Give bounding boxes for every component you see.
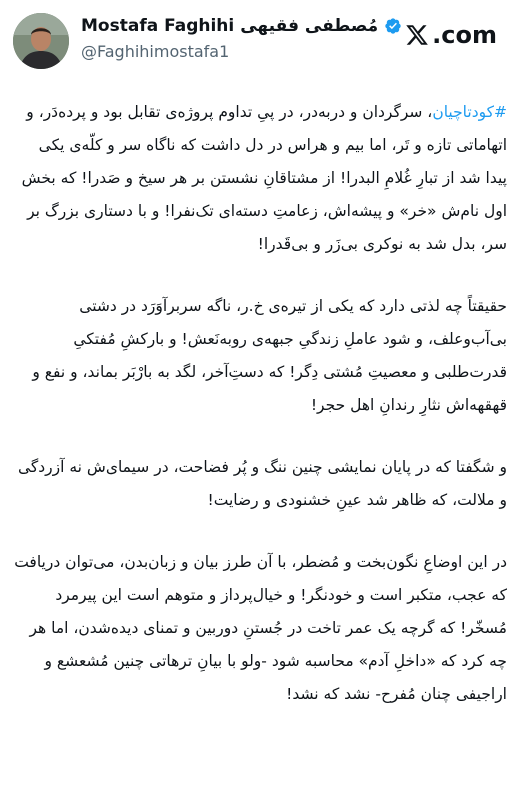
author-info	[81, 14, 402, 61]
paragraph-text: ، سرگردان و دربه‌در، در پیِ تداوم پروژه‌ی تقابل بود و پرده‌دَر، و اتهاماتی تازه و تَر، اما بیم و هراس در دل داشت که ناگاه سر و کلّه‌ی یکی پیدا شد از تبارِ غُلامِ البدرا! از مشتاقانِ نشستن بر هر سیخ و صَدرا! که بخش اول نام‌ش «خر» و پیشه‌اش، زعامتِ دسته‌ای تک‌نفرا! و با دستاری بزرگ بر سر، بدل شد به نوکری بی‌زَر و بی‌قَدرا!	[21, 103, 507, 253]
avatar-image	[13, 13, 69, 69]
verified-badge-icon	[384, 17, 402, 35]
x-logo-icon	[405, 23, 429, 47]
author-name-row[interactable]	[81, 14, 402, 38]
tweet-paragraph-4: در این اوضاعِ نگون‌بخت و مُضطر، با آن طرز بیان و زبان‌بدن، می‌توان دریافت که عجب، متکبر است و خودنگر! و خیال‌پرداز و متوهم است این پیرمرد مُسخّر! که گرچه یک عمر تاخت در جُستنِ دوربین و تمنای دیده‌شدن، اما هر چه کرد که «داخلِ آدم» محاسبه شود -ولو با بیانِ ترهاتی چنین مُشعشع و اراجیفی چنان مُفرح- نشد که نشد!	[14, 553, 507, 703]
hashtag-link[interactable]: #کودتاچیان	[432, 103, 507, 121]
author-handle[interactable]: @Faghihimostafa1	[81, 42, 230, 61]
brand-watermark	[405, 20, 497, 50]
avatar[interactable]	[13, 13, 69, 69]
tweet-header	[0, 0, 517, 78]
author-name-en: Mostafa Faghihi	[81, 16, 235, 36]
tweet-body	[14, 96, 507, 740]
tweet-paragraph-3: و شگفتا که در پایان نمایشی چنین ننگ و پُر فضاحت، در سیمای‌ش نه آزردگی و ملالت، که ظاهر شد عینِ خشنودی و رضایت!	[17, 458, 507, 509]
tweet-paragraph-1	[14, 96, 507, 261]
author-name-fa: مُصطفی فقیهی	[240, 16, 379, 36]
brand-text: .com	[432, 21, 497, 49]
tweet-paragraph-2: حقیقتاً چه لذتی دارد که یکی از تیره‌ی خ.ر، ناگه سربرآوَرَد در دشتی بی‌آب‌وعلف، و شود عاملِ زندگیِ جبهه‌ی روبه‌نَعش! و بارکشِ مُفتکیِ قدرت‌طلبی و معصیتِ مُشتی دِگر! که دستِ‌آخر، لگد به بارْبَر بماند، و نفع و قهقهه‌اش نثارِ رندانِ اهل حجر!	[32, 297, 507, 414]
